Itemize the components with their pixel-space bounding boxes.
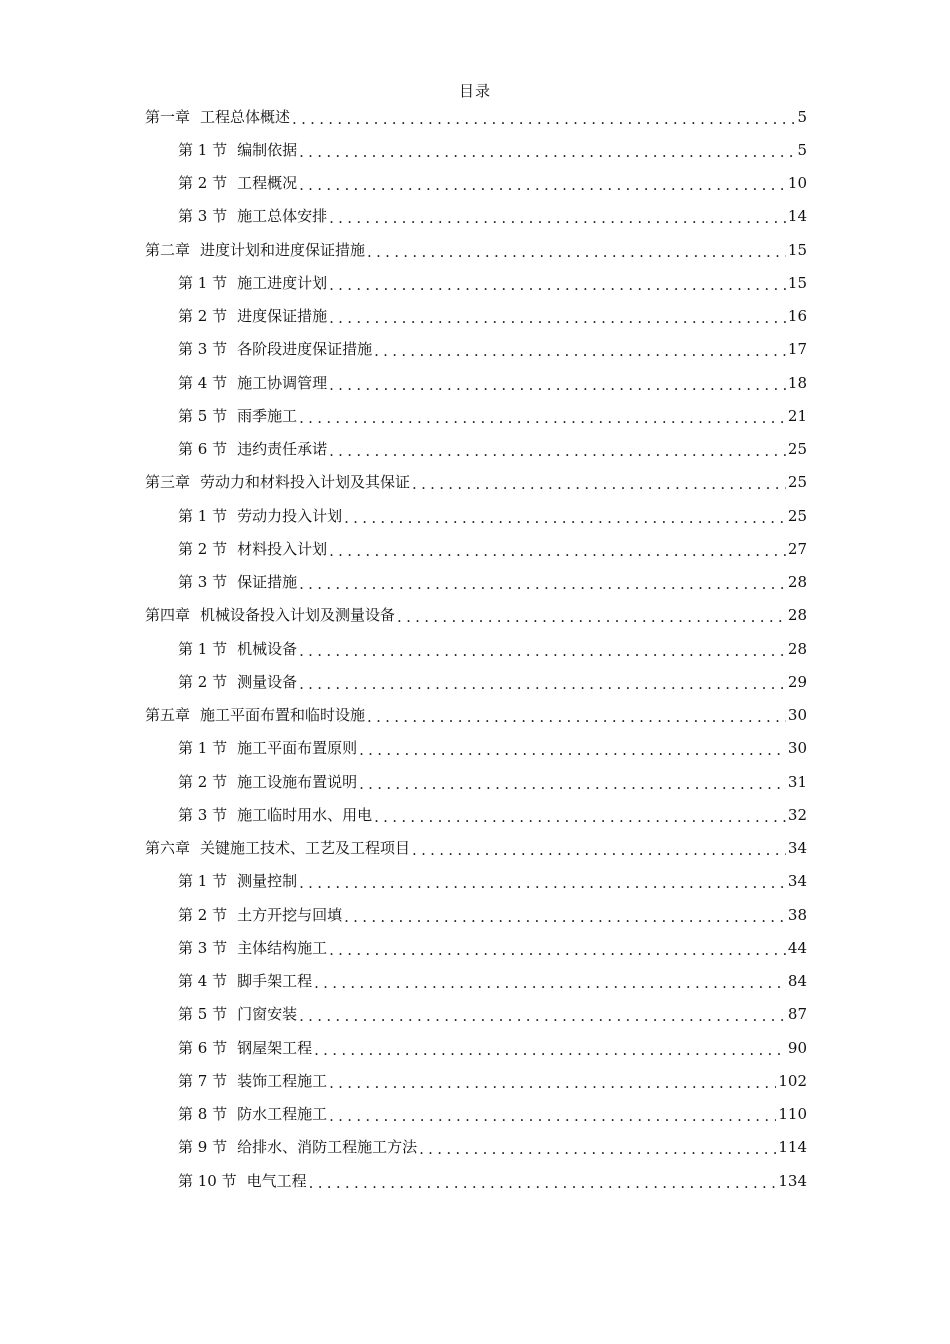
toc-entry-title: 编制依据 bbox=[237, 140, 298, 159]
toc-entry-number: 第二章 bbox=[145, 240, 191, 259]
toc-entry-number: 第 2 节 bbox=[178, 772, 228, 791]
toc-entry-label bbox=[178, 1072, 327, 1090]
toc-section-entry[interactable] bbox=[145, 133, 807, 166]
toc-entry-title: 土方开挖与回填 bbox=[237, 905, 343, 924]
toc-entry-number: 第四章 bbox=[145, 606, 191, 625]
toc-entry-title: 门窗安装 bbox=[237, 1005, 298, 1024]
toc-entry-title: 工程总体概述 bbox=[200, 107, 291, 126]
toc-dot-leader bbox=[412, 841, 786, 859]
toc-entry-label bbox=[145, 108, 290, 126]
toc-list bbox=[145, 100, 807, 1197]
toc-entry-number: 第 3 节 bbox=[178, 573, 228, 592]
toc-entry-label bbox=[178, 773, 357, 791]
toc-entry-number: 第 4 节 bbox=[178, 373, 228, 392]
toc-entry-label bbox=[178, 1138, 417, 1156]
toc-entry-label bbox=[145, 241, 365, 259]
toc-entry-number: 第 8 节 bbox=[178, 1105, 228, 1124]
toc-entry-title: 机械设备 bbox=[237, 639, 298, 658]
toc-entry-title: 施工协调管理 bbox=[237, 373, 328, 392]
toc-page-number: 18 bbox=[787, 373, 807, 392]
toc-dot-leader bbox=[412, 475, 786, 493]
toc-page-number: 38 bbox=[787, 905, 807, 924]
toc-page-number: 110 bbox=[778, 1105, 807, 1124]
toc-dot-leader bbox=[299, 409, 786, 427]
toc-page-number: 14 bbox=[787, 207, 807, 226]
toc-entry-number: 第 5 节 bbox=[178, 406, 228, 425]
toc-page-number: 34 bbox=[787, 872, 807, 891]
toc-dot-leader bbox=[329, 442, 786, 460]
toc-entry-label bbox=[178, 1005, 297, 1023]
toc-section-entry[interactable] bbox=[145, 200, 807, 233]
toc-entry-title: 防水工程施工 bbox=[237, 1105, 328, 1124]
toc-entry-title: 机械设备投入计划及测量设备 bbox=[200, 606, 396, 625]
toc-entry-label bbox=[178, 307, 327, 325]
toc-entry-label bbox=[178, 440, 327, 458]
toc-chapter-entry[interactable] bbox=[145, 599, 807, 632]
toc-section-entry[interactable] bbox=[145, 632, 807, 665]
toc-entry-label bbox=[178, 906, 342, 924]
toc-page-number: 44 bbox=[787, 938, 807, 957]
toc-entry-number: 第六章 bbox=[145, 839, 191, 858]
toc-section-entry[interactable] bbox=[145, 1131, 807, 1164]
toc-entry-title: 测量控制 bbox=[237, 872, 298, 891]
toc-entry-label bbox=[178, 972, 312, 990]
toc-section-entry[interactable] bbox=[145, 1164, 807, 1197]
toc-page-number: 87 bbox=[787, 1005, 807, 1024]
toc-entry-title: 违约责任承诺 bbox=[237, 440, 328, 459]
toc-entry-label bbox=[178, 507, 342, 525]
toc-page-number: 28 bbox=[787, 639, 807, 658]
toc-section-entry[interactable] bbox=[145, 732, 807, 765]
toc-page-number: 21 bbox=[787, 406, 807, 425]
toc-page-number: 5 bbox=[797, 140, 807, 159]
toc-section-entry[interactable] bbox=[145, 931, 807, 964]
toc-entry-label bbox=[178, 207, 327, 225]
toc-dot-leader bbox=[314, 1041, 786, 1059]
toc-entry-number: 第 5 节 bbox=[178, 1005, 228, 1024]
toc-page-number: 27 bbox=[787, 539, 807, 558]
toc-section-entry[interactable] bbox=[145, 798, 807, 831]
toc-entry-number: 第 1 节 bbox=[178, 639, 228, 658]
toc-entry-number: 第一章 bbox=[145, 107, 191, 126]
toc-dot-leader bbox=[329, 309, 786, 327]
toc-entry-title: 主体结构施工 bbox=[237, 938, 328, 957]
toc-chapter-entry[interactable] bbox=[145, 699, 807, 732]
toc-entry-title: 劳动力和材料投入计划及其保证 bbox=[200, 473, 411, 492]
toc-entry-label bbox=[178, 939, 327, 957]
toc-entry-title: 钢屋架工程 bbox=[237, 1038, 313, 1057]
toc-dot-leader bbox=[374, 342, 786, 360]
toc-entry-title: 各阶段进度保证措施 bbox=[237, 340, 373, 359]
toc-entry-title: 关键施工技术、工艺及工程项目 bbox=[200, 839, 411, 858]
toc-page-number: 30 bbox=[787, 739, 807, 758]
toc-entry-title: 施工总体安排 bbox=[237, 207, 328, 226]
toc-dot-leader bbox=[329, 209, 786, 227]
toc-dot-leader bbox=[367, 243, 786, 261]
toc-title: 目录 bbox=[458, 82, 491, 100]
toc-page-number: 114 bbox=[778, 1138, 807, 1157]
toc-page-number: 16 bbox=[787, 307, 807, 326]
toc-section-entry[interactable] bbox=[145, 1064, 807, 1097]
toc-entry-title: 施工设施布置说明 bbox=[237, 772, 358, 791]
toc-chapter-entry[interactable] bbox=[145, 832, 807, 865]
toc-entry-number: 第 10 节 bbox=[178, 1171, 237, 1190]
toc-entry-label bbox=[178, 640, 297, 658]
toc-entry-label bbox=[178, 573, 297, 591]
toc-entry-title: 电气工程 bbox=[246, 1171, 307, 1190]
toc-entry-number: 第 9 节 bbox=[178, 1138, 228, 1157]
toc-entry-number: 第 2 节 bbox=[178, 905, 228, 924]
toc-entry-label bbox=[178, 806, 372, 824]
toc-entry-label bbox=[145, 606, 395, 624]
toc-dot-leader bbox=[419, 1140, 776, 1158]
toc-dot-leader bbox=[329, 941, 786, 959]
toc-section-entry[interactable] bbox=[145, 366, 807, 399]
toc-dot-leader bbox=[309, 1174, 777, 1192]
toc-entry-label bbox=[178, 407, 297, 425]
toc-section-entry[interactable] bbox=[145, 998, 807, 1031]
toc-entry-number: 第 4 节 bbox=[178, 972, 228, 991]
toc-entry-label bbox=[145, 706, 365, 724]
toc-page-number: 134 bbox=[778, 1171, 807, 1190]
toc-section-entry[interactable] bbox=[145, 266, 807, 299]
toc-page-number: 25 bbox=[787, 506, 807, 525]
toc-entry-title: 进度保证措施 bbox=[237, 307, 328, 326]
toc-entry-label bbox=[178, 872, 297, 890]
toc-section-entry[interactable] bbox=[145, 399, 807, 432]
toc-dot-leader bbox=[359, 741, 786, 759]
toc-entry-number: 第 1 节 bbox=[178, 872, 228, 891]
toc-entry-title: 工程概况 bbox=[237, 174, 298, 193]
toc-entry-title: 给排水、消防工程施工方法 bbox=[237, 1138, 418, 1157]
toc-entry-number: 第 2 节 bbox=[178, 539, 228, 558]
toc-entry-label bbox=[178, 673, 297, 691]
toc-entry-number: 第五章 bbox=[145, 706, 191, 725]
toc-entry-number: 第 3 节 bbox=[178, 207, 228, 226]
toc-dot-leader bbox=[329, 1107, 776, 1125]
toc-dot-leader bbox=[299, 675, 786, 693]
toc-entry-number: 第 1 节 bbox=[178, 140, 228, 159]
toc-section-entry[interactable] bbox=[145, 167, 807, 200]
toc-entry-title: 材料投入计划 bbox=[237, 539, 328, 558]
toc-page-number: 25 bbox=[787, 440, 807, 459]
toc-dot-leader bbox=[359, 775, 786, 793]
toc-entry-title: 劳动力投入计划 bbox=[237, 506, 343, 525]
toc-dot-leader bbox=[329, 276, 786, 294]
toc-section-entry[interactable] bbox=[145, 333, 807, 366]
toc-entry-number: 第 1 节 bbox=[178, 739, 228, 758]
toc-entry-label bbox=[178, 540, 327, 558]
toc-dot-leader bbox=[299, 143, 795, 161]
toc-entry-label bbox=[178, 174, 297, 192]
toc-page-number: 15 bbox=[787, 273, 807, 292]
toc-page-number: 102 bbox=[778, 1071, 807, 1090]
toc-section-entry[interactable] bbox=[145, 532, 807, 565]
toc-dot-leader bbox=[292, 110, 795, 128]
toc-page-number: 5 bbox=[797, 107, 807, 126]
toc-dot-leader bbox=[374, 808, 786, 826]
toc-page-number: 17 bbox=[787, 340, 807, 359]
toc-entry-number: 第 3 节 bbox=[178, 805, 228, 824]
toc-entry-number: 第 1 节 bbox=[178, 273, 228, 292]
toc-entry-label bbox=[178, 274, 327, 292]
toc-entry-title: 施工平面布置和临时设施 bbox=[200, 706, 366, 725]
toc-entry-title: 脚手架工程 bbox=[237, 972, 313, 991]
toc-page-number: 32 bbox=[787, 805, 807, 824]
toc-chapter-entry[interactable] bbox=[145, 233, 807, 266]
toc-section-entry[interactable] bbox=[145, 433, 807, 466]
toc-entry-number: 第 6 节 bbox=[178, 1038, 228, 1057]
toc-entry-number: 第 6 节 bbox=[178, 440, 228, 459]
toc-entry-label bbox=[145, 839, 410, 857]
toc-dot-leader bbox=[299, 1007, 786, 1025]
toc-entry-label bbox=[178, 141, 297, 159]
toc-dot-leader bbox=[299, 642, 786, 660]
toc-section-entry[interactable] bbox=[145, 665, 807, 698]
toc-dot-leader bbox=[367, 708, 786, 726]
toc-entry-title: 测量设备 bbox=[237, 672, 298, 691]
toc-section-entry[interactable] bbox=[145, 898, 807, 931]
toc-dot-leader bbox=[299, 874, 786, 892]
toc-page-number: 90 bbox=[787, 1038, 807, 1057]
toc-entry-title: 施工进度计划 bbox=[237, 273, 328, 292]
toc-dot-leader bbox=[329, 1074, 776, 1092]
toc-entry-label bbox=[178, 1039, 312, 1057]
toc-entry-number: 第 3 节 bbox=[178, 340, 228, 359]
toc-entry-number: 第三章 bbox=[145, 473, 191, 492]
toc-dot-leader bbox=[314, 974, 786, 992]
toc-chapter-entry[interactable] bbox=[145, 100, 807, 133]
toc-page-number: 15 bbox=[787, 240, 807, 259]
toc-page-number: 31 bbox=[787, 772, 807, 791]
toc-entry-number: 第 1 节 bbox=[178, 506, 228, 525]
toc-dot-leader bbox=[299, 575, 786, 593]
toc-entry-label bbox=[178, 340, 372, 358]
toc-section-entry[interactable] bbox=[145, 300, 807, 333]
toc-page-number: 29 bbox=[787, 672, 807, 691]
toc-entry-number: 第 7 节 bbox=[178, 1071, 228, 1090]
toc-dot-leader bbox=[344, 908, 786, 926]
toc-entry-number: 第 2 节 bbox=[178, 307, 228, 326]
toc-entry-number: 第 2 节 bbox=[178, 174, 228, 193]
toc-entry-title: 保证措施 bbox=[237, 573, 298, 592]
toc-entry-title: 雨季施工 bbox=[237, 406, 298, 425]
toc-section-entry[interactable] bbox=[145, 1031, 807, 1064]
toc-section-entry[interactable] bbox=[145, 865, 807, 898]
toc-entry-label bbox=[145, 473, 410, 491]
toc-page-number: 30 bbox=[787, 706, 807, 725]
toc-entry-title: 装饰工程施工 bbox=[237, 1071, 328, 1090]
toc-page-number: 25 bbox=[787, 473, 807, 492]
toc-entry-number: 第 3 节 bbox=[178, 938, 228, 957]
toc-dot-leader bbox=[344, 509, 786, 527]
toc-section-entry[interactable] bbox=[145, 765, 807, 798]
toc-page-number: 28 bbox=[787, 606, 807, 625]
toc-page-number: 84 bbox=[787, 972, 807, 991]
toc-entry-label bbox=[178, 1105, 327, 1123]
toc-section-entry[interactable] bbox=[145, 566, 807, 599]
toc-section-entry[interactable] bbox=[145, 499, 807, 532]
toc-entry-title: 施工临时用水、用电 bbox=[237, 805, 373, 824]
toc-entry-label bbox=[178, 374, 327, 392]
toc-entry-number: 第 2 节 bbox=[178, 672, 228, 691]
toc-dot-leader bbox=[329, 376, 786, 394]
toc-entry-title: 进度计划和进度保证措施 bbox=[200, 240, 366, 259]
toc-entry-label bbox=[178, 739, 357, 757]
toc-section-entry[interactable] bbox=[145, 1098, 807, 1131]
toc-entry-title: 施工平面布置原则 bbox=[237, 739, 358, 758]
toc-page-number: 28 bbox=[787, 573, 807, 592]
toc-page-number: 10 bbox=[787, 174, 807, 193]
toc-dot-leader bbox=[299, 176, 786, 194]
toc-chapter-entry[interactable] bbox=[145, 466, 807, 499]
toc-dot-leader bbox=[329, 542, 786, 560]
toc-section-entry[interactable] bbox=[145, 965, 807, 998]
toc-page-number: 34 bbox=[787, 839, 807, 858]
toc-entry-label bbox=[178, 1172, 307, 1190]
toc-dot-leader bbox=[397, 608, 786, 626]
